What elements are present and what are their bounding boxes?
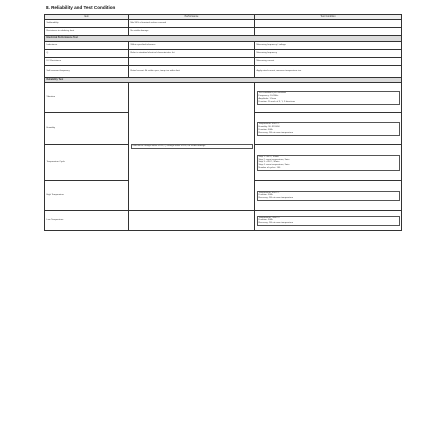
table-row [45, 83, 402, 113]
row-item: High Temperature [45, 181, 129, 211]
table-row [45, 211, 402, 231]
row-item: Q [45, 49, 129, 57]
header-performance: Performance [129, 15, 255, 20]
table-row [45, 66, 402, 78]
row-item: DC Resistance [45, 57, 129, 65]
condition-line: Step 4: room temperature, 3min [258, 164, 290, 167]
table-row [45, 57, 402, 65]
row-item: Inductance [45, 41, 129, 49]
condition-line: Recovery: 24h at room temperature [258, 131, 294, 134]
condition-box [257, 91, 400, 105]
table-row [45, 28, 402, 36]
condition-line: Humidity: 90~95%RH [258, 126, 280, 128]
performance-box [131, 144, 253, 149]
condition-box [257, 155, 400, 172]
row-condition [255, 113, 402, 145]
row-item: Resistance to soldering heat [45, 28, 129, 36]
condition-line: Temperature: -40±2°C [258, 216, 281, 219]
condition-line: Step 1: -40°C, 30min [258, 155, 279, 158]
condition-line: Number of cycles: 100 [258, 167, 281, 170]
row-condition [255, 145, 402, 181]
section-title: 8. Reliability and Test Condition [46, 5, 116, 10]
condition-line: Recovery: 24h at room temperature [258, 222, 294, 225]
condition-line: Test conditions per standard [258, 92, 286, 95]
table-row [45, 49, 402, 57]
condition-box [257, 191, 400, 202]
row-performance [129, 57, 255, 65]
section-electrical-label: Electrical Performance Test [45, 36, 402, 41]
row-condition [255, 181, 402, 211]
row-performance [129, 211, 255, 231]
header-condition: Test Condition [255, 15, 402, 20]
condition-line: Duration: 500h [258, 219, 273, 222]
section-reliability-label: Reliability Test [45, 78, 402, 83]
row-condition: Apply rated current, measure temperature rise [255, 66, 402, 78]
row-performance: Rated current: ΔL within spec, temp rise within limit [129, 66, 255, 78]
performance-text: Inductance change within ±10%, Q change within ±20%, no visible damage [132, 145, 206, 148]
condition-line: Recovery: 24h at room temperature [258, 197, 294, 200]
table-row [45, 41, 402, 49]
row-condition [255, 28, 402, 36]
condition-line: Duration: 2h each of X, Y, Z directions [258, 100, 296, 103]
row-item: Vibration [45, 83, 129, 113]
row-condition [255, 20, 402, 28]
row-item: Self-resonant frequency [45, 66, 129, 78]
reliability-table [44, 14, 402, 231]
condition-line: Frequency: 10-55Hz [258, 95, 279, 97]
condition-line: Temperature: 85±2°C [258, 191, 280, 194]
row-condition [255, 83, 402, 113]
row-item: Solderability [45, 20, 129, 28]
row-condition: Measuring frequency / voltage [255, 41, 402, 49]
condition-line: Step 2: room temperature, 3min [258, 158, 290, 161]
row-item: Temperature Cycle [45, 145, 129, 181]
condition-box [257, 216, 400, 227]
condition-line: Amplitude: 1.5mm [258, 97, 277, 100]
condition-line: Temperature: 40±2°C [258, 123, 280, 126]
condition-line: Duration: 500h [258, 194, 273, 197]
condition-line: Step 3: +85°C, 30min [258, 161, 280, 164]
condition-box [257, 122, 400, 136]
row-performance: No visible damage [129, 28, 255, 36]
condition-line: Duration: 500h [258, 128, 273, 131]
row-condition [255, 211, 402, 231]
row-condition: Measuring frequency [255, 49, 402, 57]
table-row [45, 20, 402, 28]
row-performance: Within specified tolerance [129, 41, 255, 49]
row-performance [129, 83, 255, 211]
row-performance: Refer to standard electrical characteristics list [129, 49, 255, 57]
header-item: Item [45, 15, 129, 20]
row-performance: Min 95% of terminal surface covered [129, 20, 255, 28]
row-item: Humidity [45, 113, 129, 145]
row-item: Low Temperature [45, 211, 129, 231]
row-condition: Measuring current [255, 57, 402, 65]
